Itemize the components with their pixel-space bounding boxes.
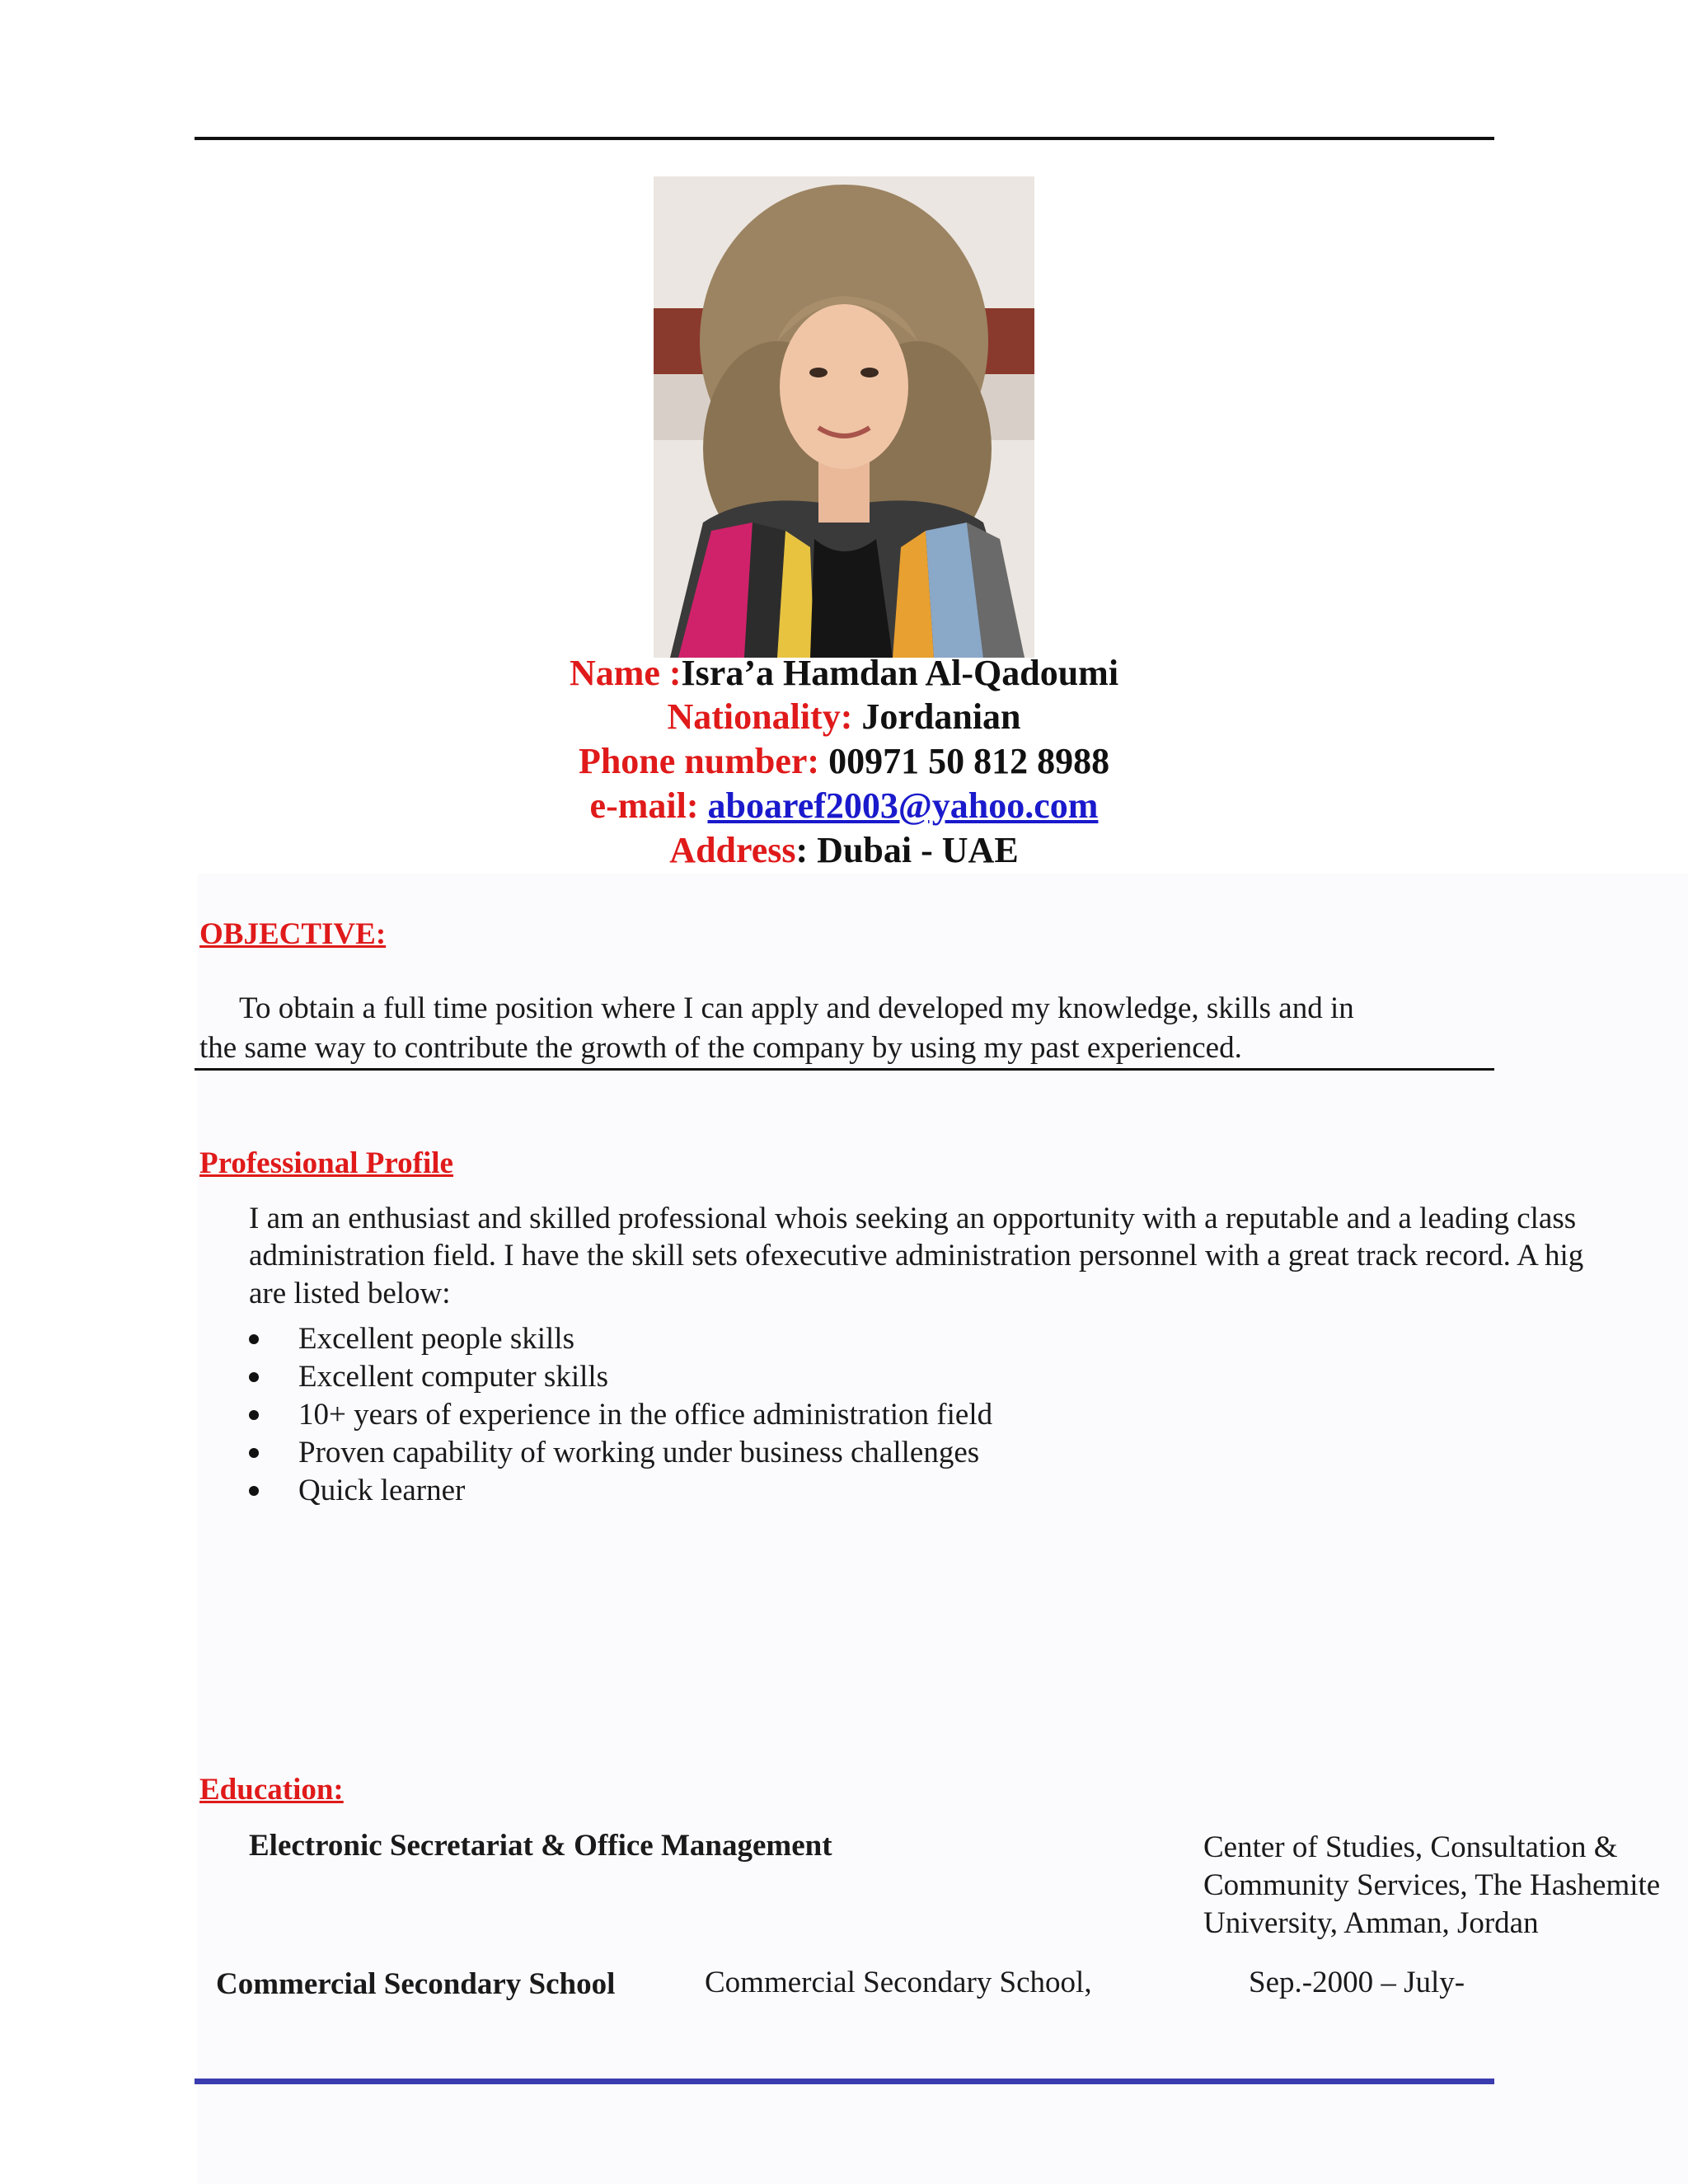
nationality-line [0, 695, 1688, 739]
education-entry-2-place: Commercial Secondary School, [705, 1966, 1092, 1999]
profile-line-3: are listed below: [249, 1277, 451, 1310]
address-value: : Dubai - UAE [795, 830, 1019, 870]
education-entry-1-place-line-3: University, Amman, Jordan [1203, 1906, 1539, 1940]
phone-label: Phone number: [578, 741, 820, 781]
education-entry-1-title: Electronic Secretariat & Office Management [249, 1829, 832, 1863]
objective-divider [195, 1068, 1494, 1071]
education-entry-2-title: Commercial Secondary School [216, 1967, 616, 2001]
list-item: Quick learner [247, 1472, 992, 1510]
objective-line-1: To obtain a full time position where I can apply and developed my knowledge, skills and in [239, 991, 1354, 1025]
objective-heading: OBJECTIVE: [199, 917, 387, 951]
education-entry-2-dates: Sep.-2000 – July- [1249, 1966, 1465, 1999]
education-heading: Education: [199, 1773, 344, 1807]
objective-line-2: the same way to contribute the growth of the company by using my past experienced. [199, 1031, 1242, 1065]
bullet-icon [249, 1334, 259, 1344]
profile-line-2: administration field. I have the skill sets ofexecutive administration personnel with a great track record. A hig [249, 1239, 1584, 1272]
email-line [0, 784, 1688, 828]
name-label: Name : [569, 653, 682, 693]
email-link[interactable]: aboaref2003@yahoo.com [707, 785, 1099, 826]
profile-photo [654, 176, 1034, 658]
skills-list [247, 1320, 992, 1510]
address-line [0, 828, 1688, 873]
address-label: Address [669, 830, 796, 870]
name-value: Isra’a Hamdan Al-Qadoumi [681, 653, 1119, 693]
name-line [0, 651, 1688, 696]
top-divider [195, 137, 1494, 140]
bullet-icon [249, 1410, 259, 1420]
bullet-icon [249, 1486, 259, 1496]
bottom-divider [195, 2079, 1494, 2084]
list-item: 10+ years of experience in the office administration field [247, 1396, 992, 1434]
nationality-label: Nationality: [667, 696, 853, 737]
list-item: Excellent computer skills [247, 1358, 992, 1396]
list-item: Excellent people skills [247, 1320, 992, 1358]
education-entry-1-place-line-1: Center of Studies, Consultation & [1203, 1830, 1618, 1864]
education-entry-1-place-line-2: Community Services, The Hashemite [1203, 1868, 1661, 1902]
bullet-icon [249, 1448, 259, 1458]
nationality-value: Jordanian [852, 696, 1021, 737]
list-item: Proven capability of working under business challenges [247, 1434, 992, 1472]
profile-line-1: I am an enthusiast and skilled professional whois seeking an opportunity with a reputable and a leading class [249, 1202, 1577, 1235]
profile-heading: Professional Profile [199, 1146, 453, 1180]
email-label: e-mail: [589, 785, 699, 826]
phone-line [0, 739, 1688, 784]
bullet-icon [249, 1372, 259, 1382]
phone-value: 00971 50 812 8988 [819, 741, 1110, 781]
